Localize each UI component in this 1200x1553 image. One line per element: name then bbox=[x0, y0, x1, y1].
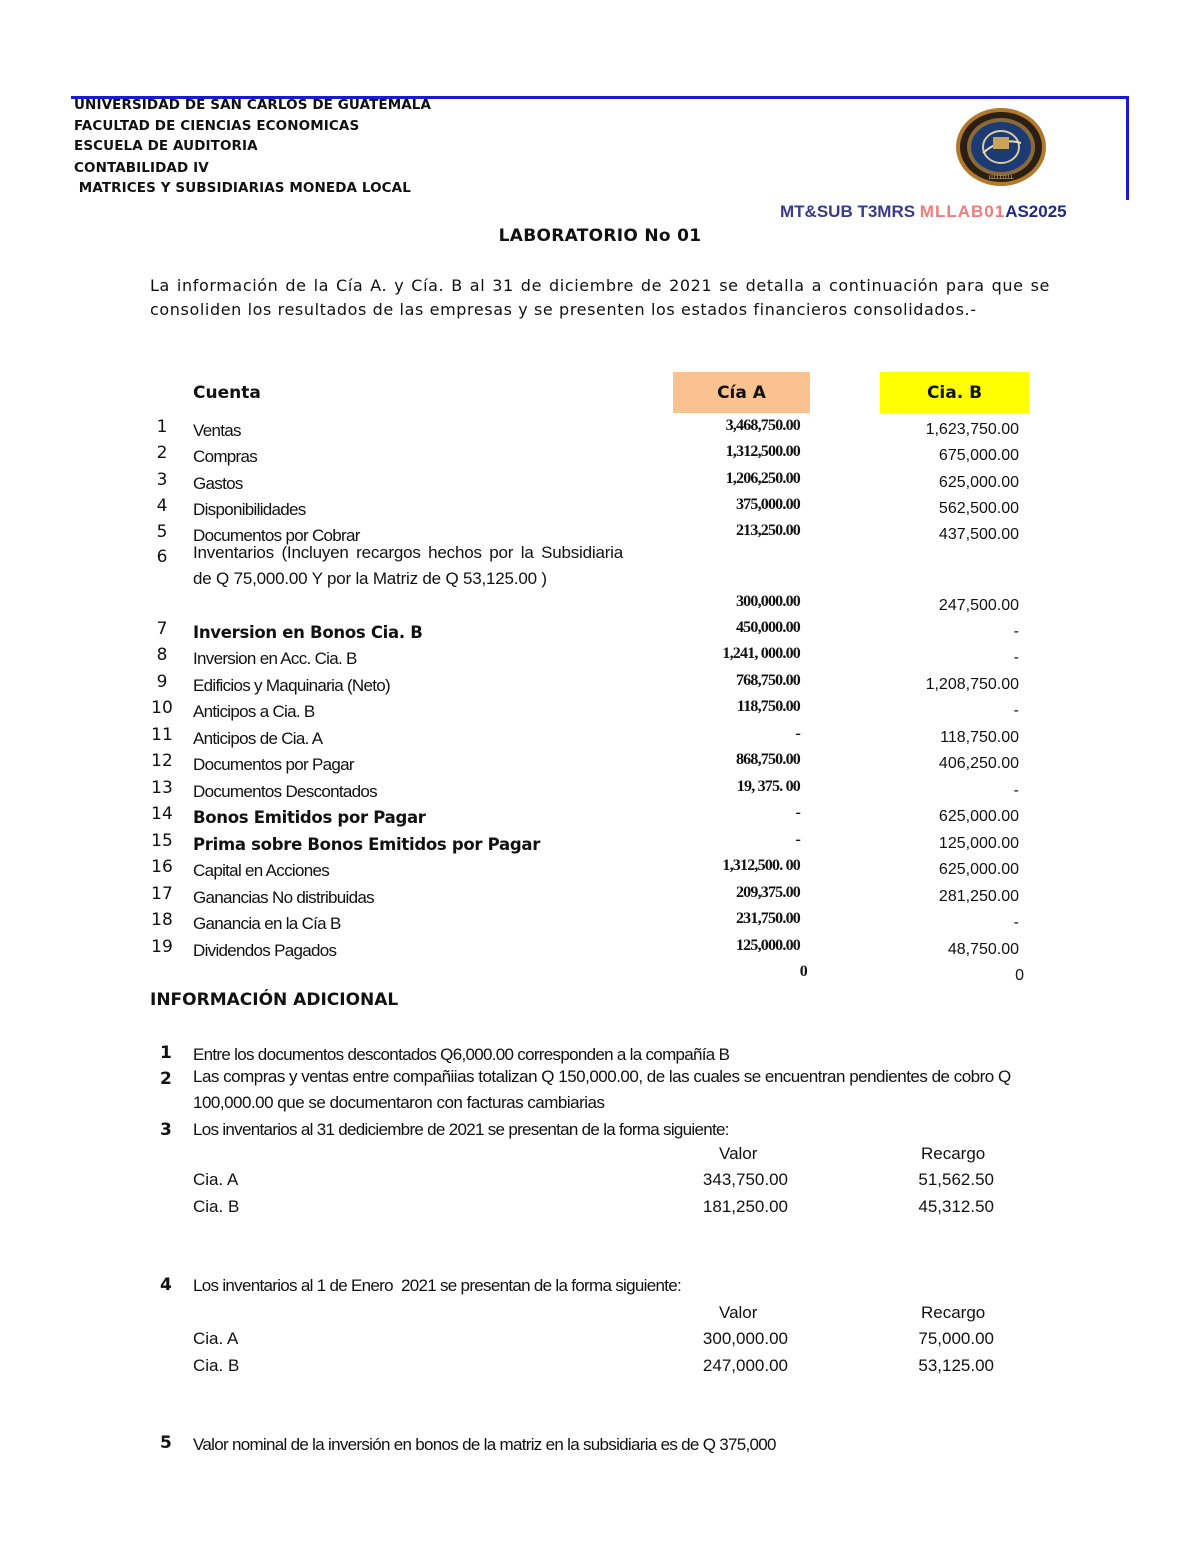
row-value-cia-b: 1,208,750.00 bbox=[925, 676, 1019, 693]
lab-title: LABORATORIO No 01 bbox=[498, 226, 702, 246]
table-row bbox=[0, 619, 1200, 646]
row-value-cia-b: 118,750.00 bbox=[940, 729, 1019, 746]
row-value-cia-b: 625,000.00 bbox=[938, 474, 1019, 491]
row-value-cia-b: 1,623,750.00 bbox=[925, 421, 1019, 438]
table-row bbox=[0, 751, 1200, 778]
row-value-cia-b: 625,000.00 bbox=[938, 808, 1019, 825]
table-row bbox=[0, 417, 1200, 444]
row-account: Bonos Emitidos por Pagar bbox=[193, 808, 426, 827]
row-account: Anticipos a Cia. B bbox=[193, 702, 315, 721]
header-frame-right bbox=[1126, 96, 1129, 200]
row-value-cia-a: 19, 375. 00 bbox=[736, 778, 800, 795]
column-header-cia-b-label: Cia. B bbox=[926, 382, 983, 403]
row-account: Inversion en Acc. Cia. B bbox=[193, 649, 357, 668]
row-value-cia-b: 281,250.00 bbox=[938, 888, 1019, 905]
row-account: Inversion en Bonos Cia. B bbox=[193, 623, 423, 642]
university-seal-logo bbox=[955, 107, 1047, 187]
row-value-cia-a: 1,241, 000.00 bbox=[722, 645, 800, 662]
inventory-row-valor: 247,000.00 bbox=[702, 1356, 788, 1375]
row-value-cia-a: 1,312,500.00 bbox=[725, 443, 800, 460]
row-value-cia-b: 48,750.00 bbox=[947, 941, 1019, 958]
inventory-row-recargo: 45,312.50 bbox=[918, 1197, 994, 1216]
row-account: Compras bbox=[193, 447, 258, 466]
row-account: Documentos por Pagar bbox=[193, 755, 354, 774]
row-number: 1 bbox=[156, 417, 168, 437]
row-account: Documentos por Cobrar bbox=[193, 526, 360, 545]
item-number: 5 bbox=[160, 1433, 172, 1453]
row-value-cia-a: 231,750.00 bbox=[735, 910, 800, 927]
row-value-cia-a: 125,000.00 bbox=[735, 937, 800, 954]
row-value-cia-a: 3,468,750.00 bbox=[725, 417, 800, 434]
row-account: Ganancia en la Cía B bbox=[193, 914, 341, 933]
total-cia-b: 0 bbox=[1015, 967, 1024, 984]
table-row bbox=[0, 725, 1200, 752]
table-row bbox=[0, 496, 1200, 523]
row-value-cia-b: - bbox=[1013, 782, 1019, 799]
header-university: UNIVERSIDAD DE SAN CARLOS DE GUATEMALA bbox=[74, 97, 432, 113]
row-value-cia-b: - bbox=[1013, 649, 1019, 666]
row-value-cia-a: 209,375.00 bbox=[735, 884, 800, 901]
header-topic: MATRICES Y SUBSIDIARIAS MONEDA LOCAL bbox=[74, 180, 411, 196]
table-row bbox=[0, 910, 1200, 937]
row-number: 13 bbox=[151, 778, 173, 798]
table-row bbox=[0, 857, 1200, 884]
inventory-row-name: Cia. A bbox=[193, 1170, 239, 1189]
row-account: Edificios y Maquinaria (Neto) bbox=[193, 676, 391, 695]
column-header-cia-b bbox=[880, 372, 1029, 413]
total-cia-a: 0 bbox=[799, 963, 807, 980]
inventory-row-name: Cia. B bbox=[193, 1197, 240, 1216]
table-total-row bbox=[0, 963, 1200, 990]
row-value-cia-b: - bbox=[1013, 914, 1019, 931]
intro-paragraph: La información de la Cía A. y Cía. B al 31 de diciembre de 2021 se detalla a continuación para que se consoliden los resultados de las empresas y se presenten los estados financieros consolidados.- bbox=[150, 276, 1050, 319]
lab-code-part3: AS2025 bbox=[1005, 202, 1067, 221]
table-row bbox=[0, 778, 1200, 805]
table-row bbox=[0, 672, 1200, 699]
row-account: Disponibilidades bbox=[193, 500, 306, 519]
row-account: Dividendos Pagados bbox=[193, 941, 337, 960]
row-value-cia-a: 118,750.00 bbox=[736, 698, 800, 715]
row-number: 7 bbox=[156, 619, 168, 639]
inventory-header-valor: Valor bbox=[719, 1144, 758, 1163]
row-account: Anticipos de Cia. A bbox=[193, 729, 323, 748]
item-text: Los inventarios al 1 de Enero 2021 se presentan de la forma siguiente: bbox=[193, 1276, 682, 1295]
row-value-cia-b: - bbox=[1013, 623, 1019, 640]
table-row bbox=[0, 645, 1200, 672]
header-faculty: FACULTAD DE CIENCIAS ECONOMICAS bbox=[74, 118, 360, 134]
lab-code-part2: MLLAB01 bbox=[919, 202, 1006, 221]
row-account-inventarios: Inventarios (Incluyen recargos hechos por la Subsidiaria de Q 75,000.00 Y por la Matriz de Q 53,125.00 ) bbox=[193, 543, 623, 588]
item-text: Entre los documentos descontados Q6,000.00 corresponden a la compañía B bbox=[193, 1045, 730, 1064]
row-number: 6 bbox=[156, 547, 168, 567]
inventory-row-valor: 343,750.00 bbox=[702, 1170, 788, 1189]
inventory-header-valor: Valor bbox=[719, 1303, 758, 1322]
row-account: Capital en Acciones bbox=[193, 861, 330, 880]
row-number: 2 bbox=[156, 443, 168, 463]
header-course: CONTABILIDAD IV bbox=[74, 160, 209, 176]
row-value-cia-a: 868,750.00 bbox=[735, 751, 800, 768]
header-school: ESCUELA DE AUDITORIA bbox=[74, 138, 258, 154]
table-row bbox=[0, 698, 1200, 725]
row-account: Prima sobre Bonos Emitidos por Pagar bbox=[193, 835, 541, 854]
row-number: 3 bbox=[156, 470, 168, 490]
row-value-cia-b: 406,250.00 bbox=[938, 755, 1019, 772]
row-value-cia-a: - bbox=[795, 831, 800, 848]
seal-lettering: LLLLLLLLL bbox=[988, 175, 1014, 181]
row-number: 8 bbox=[156, 645, 168, 665]
row-number: 5 bbox=[156, 522, 168, 542]
table-row-values bbox=[0, 593, 1200, 620]
lab-code bbox=[780, 202, 1067, 222]
inventory-row-name: Cia. A bbox=[193, 1329, 239, 1348]
row-value-cia-b: 562,500.00 bbox=[938, 500, 1019, 517]
row-number: 10 bbox=[151, 698, 173, 718]
inventory-row-recargo: 51,562.50 bbox=[918, 1170, 994, 1189]
row-number: 9 bbox=[156, 672, 168, 692]
row-number: 15 bbox=[151, 831, 173, 851]
item-number: 3 bbox=[160, 1120, 172, 1140]
item-text: Valor nominal de la inversión en bonos de la matriz en la subsidiaria es de Q 375,000 bbox=[193, 1435, 776, 1454]
inventory-row-valor: 300,000.00 bbox=[702, 1329, 788, 1348]
row-value-cia-a: 450,000.00 bbox=[735, 619, 800, 636]
inventory-row-recargo: 53,125.00 bbox=[918, 1356, 994, 1375]
row-value-cia-b: 437,500.00 bbox=[938, 526, 1019, 543]
row-number: 12 bbox=[151, 751, 173, 771]
row-account: Ganancias No distribuidas bbox=[193, 888, 374, 907]
table-row bbox=[0, 884, 1200, 911]
item-number: 2 bbox=[160, 1069, 172, 1089]
row-number: 11 bbox=[151, 725, 173, 745]
table-row bbox=[0, 831, 1200, 858]
row-value-cia-a: 1,312,500. 00 bbox=[722, 857, 800, 874]
row-account: Documentos Descontados bbox=[193, 782, 377, 801]
row-number: 19 bbox=[151, 937, 173, 957]
row-value-cia-a: 213,250.00 bbox=[735, 522, 800, 539]
row-value-cia-b: 625,000.00 bbox=[938, 861, 1019, 878]
column-header-cia-a bbox=[673, 372, 810, 413]
item-text: Los inventarios al 31 dediciembre de 2021 se presentan de la forma siguiente: bbox=[193, 1120, 729, 1139]
item-text: Las compras y ventas entre compañiias totalizan Q 150,000.00, de las cuales se encuentran pendientes de cobro Q 100,000.00 que se documentaron con facturas cambiarias bbox=[193, 1067, 1011, 1112]
row-value-cia-a: 375,000.00 bbox=[735, 496, 800, 513]
row-number: 16 bbox=[151, 857, 173, 877]
row-value-cia-b: 247,500.00 bbox=[938, 597, 1019, 614]
inventory-header-recargo: Recargo bbox=[921, 1144, 986, 1163]
table-row bbox=[0, 937, 1200, 964]
row-value-cia-a: 768,750.00 bbox=[735, 672, 800, 689]
column-header-account: Cuenta bbox=[193, 383, 261, 403]
table-row bbox=[0, 443, 1200, 470]
inventory-row-name: Cia. B bbox=[193, 1356, 240, 1375]
column-header-cia-a-label: Cía A bbox=[717, 382, 766, 403]
row-value-cia-b: 675,000.00 bbox=[938, 447, 1019, 464]
row-value-cia-a: 1,206,250.00 bbox=[725, 470, 800, 487]
row-value-cia-a: - bbox=[795, 804, 800, 821]
row-number: 18 bbox=[151, 910, 173, 930]
lab-code-part1: MT&SUB T3MRS bbox=[780, 202, 920, 221]
inventory-header-recargo: Recargo bbox=[921, 1303, 986, 1322]
row-number: 14 bbox=[151, 804, 173, 824]
row-account: Gastos bbox=[193, 474, 243, 493]
row-value-cia-a: - bbox=[795, 725, 800, 742]
inventory-row-valor: 181,250.00 bbox=[702, 1197, 788, 1216]
inventory-row-recargo: 75,000.00 bbox=[918, 1329, 994, 1348]
item-number: 4 bbox=[160, 1275, 172, 1295]
row-value-cia-b: 125,000.00 bbox=[938, 835, 1019, 852]
row-value-cia-b: - bbox=[1013, 702, 1019, 719]
additional-info-title: INFORMACIÓN ADICIONAL bbox=[150, 990, 399, 1010]
row-number: 17 bbox=[151, 884, 173, 904]
item-number: 1 bbox=[160, 1043, 172, 1063]
row-value-cia-a: 300,000.00 bbox=[735, 593, 800, 610]
row-account: Ventas bbox=[193, 421, 241, 440]
row-number: 4 bbox=[156, 496, 168, 516]
table-row bbox=[0, 470, 1200, 497]
table-row bbox=[0, 804, 1200, 831]
